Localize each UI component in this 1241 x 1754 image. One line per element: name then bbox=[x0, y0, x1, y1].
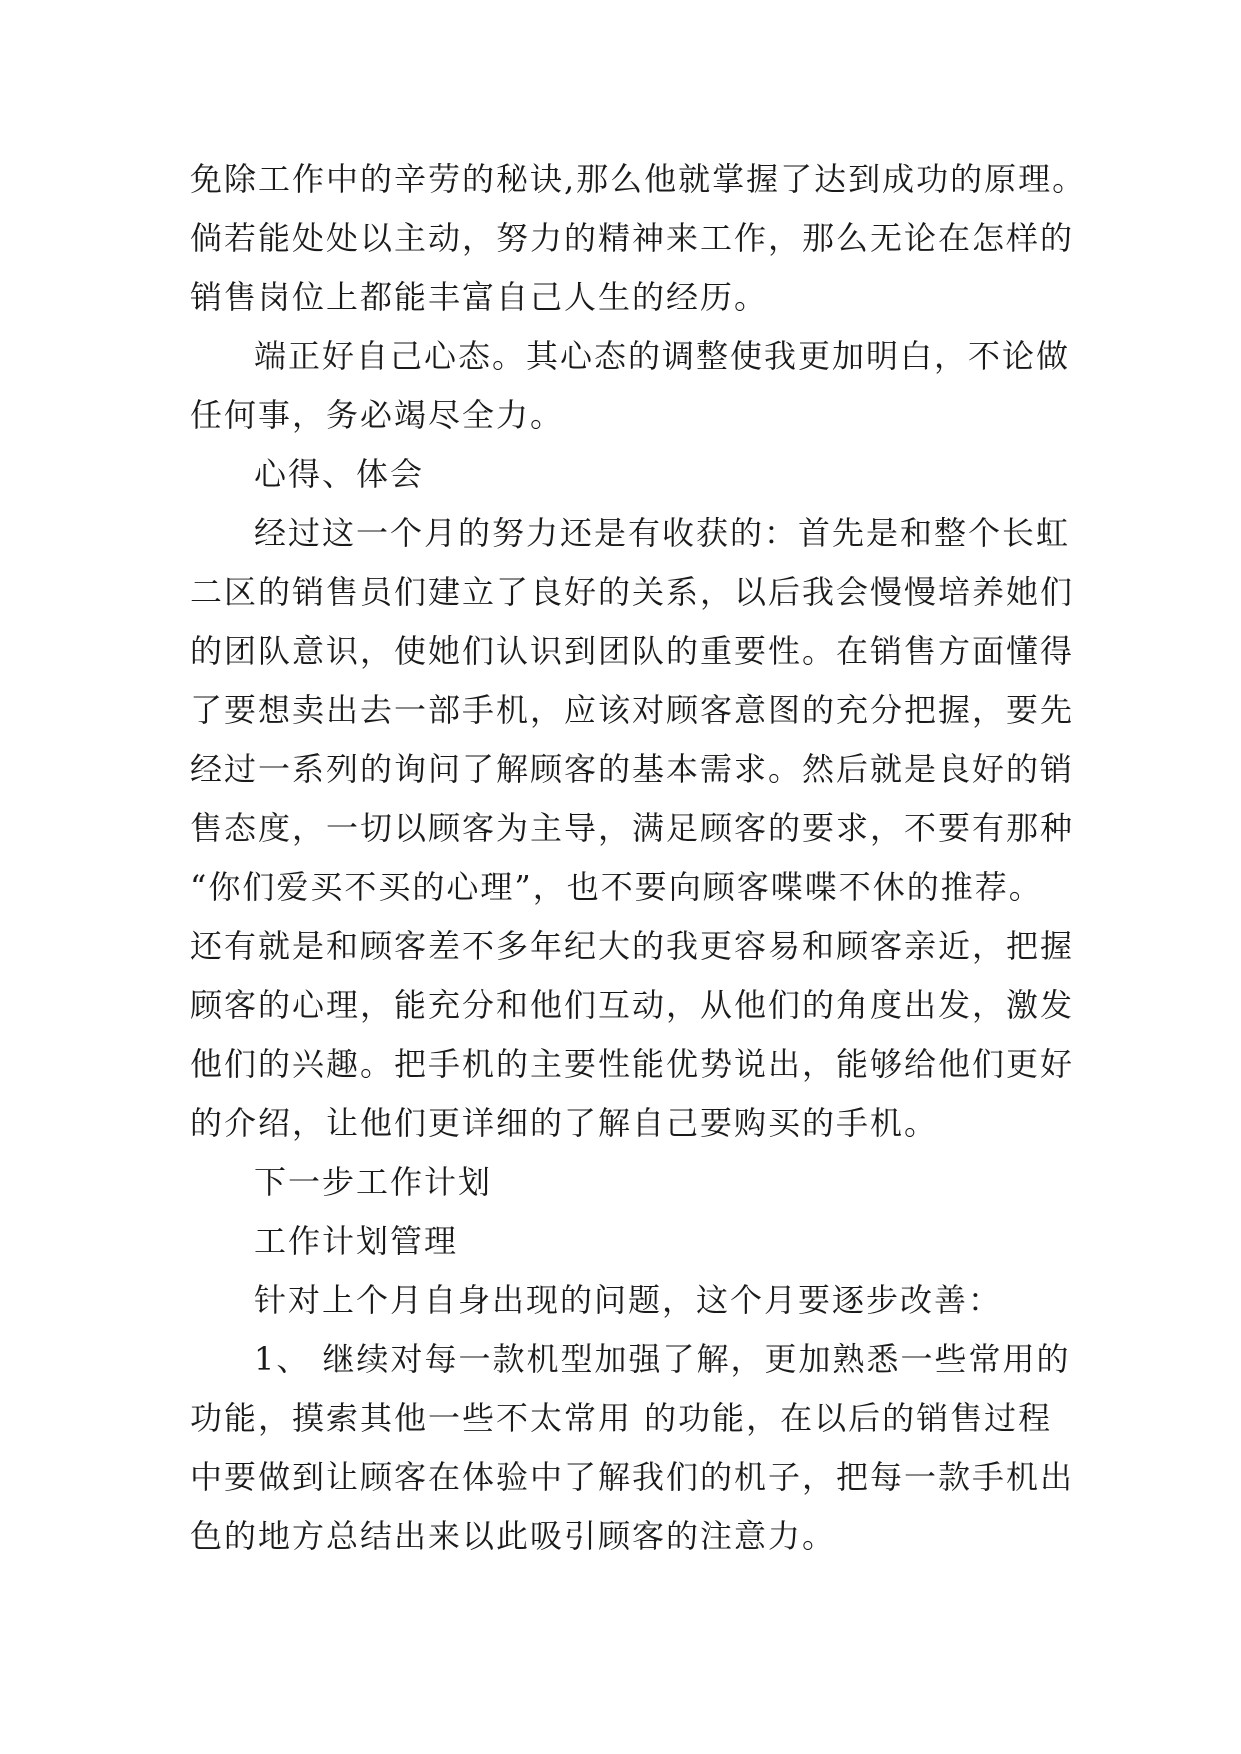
text-line: 针对上个月自身出现的问题，这个月要逐步改善： bbox=[254, 1281, 1003, 1319]
text-line: 经过这一个月的努力还是有收获的：首先是和整个长虹 bbox=[254, 514, 1071, 552]
text-line: 顾客的心理，能充分和他们互动，从他们的角度出发，激发 bbox=[190, 986, 1075, 1024]
text-line: 倘若能处处以主动，努力的精神来工作，那么无论在怎样的 bbox=[190, 219, 1075, 257]
text-line: 了要想卖出去一部手机，应该对顾客意图的充分把握，要先 bbox=[190, 691, 1075, 729]
text-line: 销售岗位上都能丰富自己人生的经历。 bbox=[190, 278, 769, 316]
text-line: 二区的销售员们建立了良好的关系，以后我会慢慢培养她们 bbox=[190, 573, 1075, 611]
text-line: 下一步工作计划 bbox=[254, 1163, 493, 1201]
text-line: 功能，摸索其他一些不太常用 的功能，在以后的销售过程 bbox=[190, 1399, 1053, 1437]
text-line: 经过一系列的询问了解顾客的基本需求。然后就是良好的销 bbox=[190, 750, 1075, 788]
text-line: 1、 继续对每一款机型加强了解，更加熟悉一些常用的 bbox=[254, 1340, 1071, 1378]
text-line: 售态度，一切以顾客为主导，满足顾客的要求，不要有那种 bbox=[190, 809, 1075, 847]
text-line: 任何事，务必竭尽全力。 bbox=[190, 396, 565, 434]
text-line: 中要做到让顾客在体验中了解我们的机子，把每一款手机出 bbox=[190, 1458, 1075, 1496]
text-line: 的介绍，让他们更详细的了解自己要购买的手机。 bbox=[190, 1104, 939, 1142]
text-line: “你们爱买不买的心理”，也不要向顾客喋喋不休的推荐。 bbox=[190, 868, 1043, 906]
text-line: 端正好自己心态。其心态的调整使我更加明白，不论做 bbox=[254, 337, 1071, 375]
text-line: 免除工作中的辛劳的秘诀,那么他就掌握了达到成功的原理。 bbox=[190, 160, 1087, 198]
text-line: 色的地方总结出来以此吸引顾客的注意力。 bbox=[190, 1517, 837, 1555]
document-body bbox=[190, 150, 1090, 1566]
text-line: 心得、体会 bbox=[254, 455, 425, 493]
text-line: 还有就是和顾客差不多年纪大的我更容易和顾客亲近，把握 bbox=[190, 927, 1075, 965]
text-line: 的团队意识，使她们认识到团队的重要性。在销售方面懂得 bbox=[190, 632, 1075, 670]
text-line: 工作计划管理 bbox=[254, 1222, 459, 1260]
text-line: 他们的兴趣。把手机的主要性能优势说出，能够给他们更好 bbox=[190, 1045, 1075, 1083]
